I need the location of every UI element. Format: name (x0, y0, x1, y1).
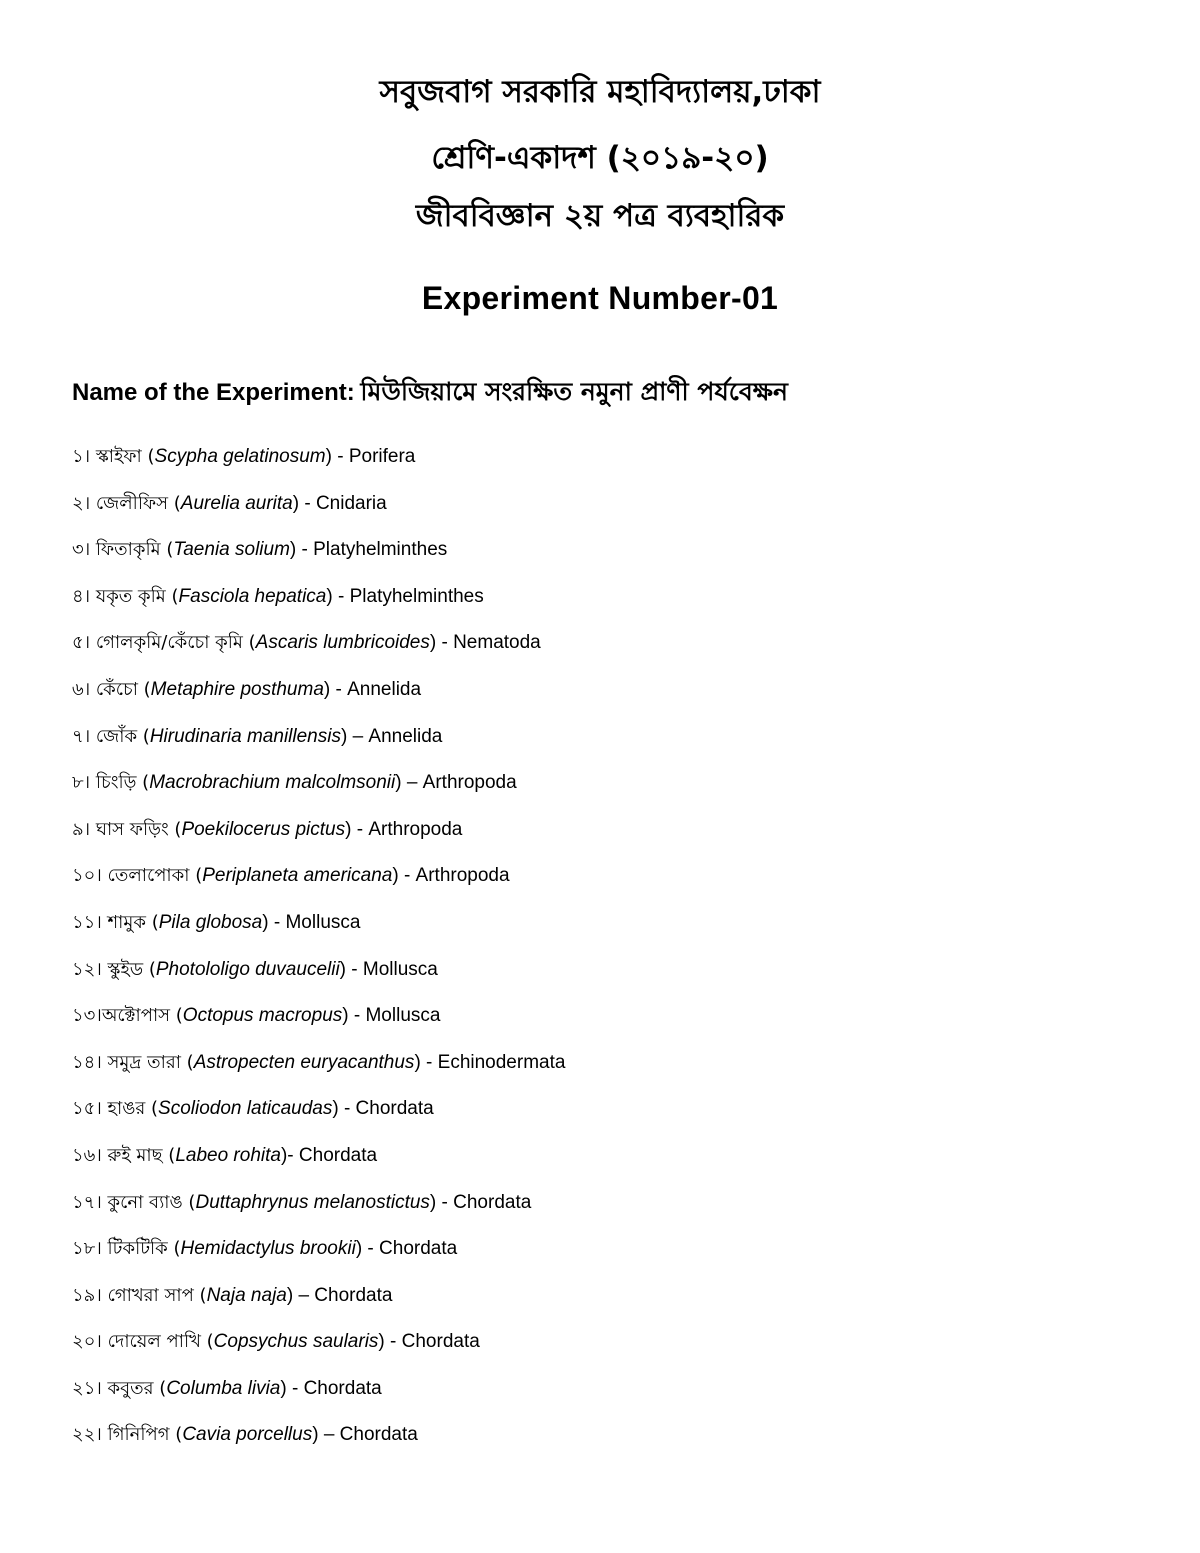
specimen-local-name: ১৯। গোখরা সাপ ( (72, 1284, 207, 1306)
specimen-item (72, 1048, 565, 1095)
specimen-scientific-name: Copsychus saularis (213, 1331, 379, 1353)
specimen-item (72, 1188, 565, 1235)
specimen-scientific-name: Pila globosa (158, 911, 263, 933)
specimen-scientific-name: Poekilocerus pictus (181, 818, 346, 840)
specimen-phylum: ) - Chordata (429, 1191, 532, 1213)
specimen-phylum: ) - Mollusca (262, 911, 361, 933)
specimen-phylum: ) - Echinodermata (414, 1051, 566, 1073)
specimen-item (72, 1141, 565, 1188)
specimen-local-name: ১৭। কুনো ব্যাঙ ( (72, 1191, 196, 1213)
specimen-phylum: ) - Mollusca (339, 958, 438, 980)
specimen-item (72, 1374, 565, 1421)
specimen-item (72, 1001, 565, 1048)
specimen-item (72, 1420, 565, 1467)
specimen-phylum: ) - Chordata (355, 1238, 458, 1260)
specimen-phylum: ) – Chordata (312, 1424, 418, 1446)
specimen-local-name: ৬। কেঁচো ( (72, 678, 151, 700)
specimen-item (72, 768, 565, 815)
specimen-scientific-name: Periplaneta americana (202, 865, 393, 887)
specimen-local-name: ২। জেলীফিস ( (72, 492, 181, 514)
specimen-item (72, 1327, 565, 1374)
specimen-list (72, 442, 565, 1467)
specimen-item (72, 582, 565, 629)
specimen-phylum: ) - Chordata (332, 1098, 434, 1120)
specimen-phylum: ) - Chordata (280, 1377, 382, 1399)
subject-title: জীববিজ্ঞান ২য় পত্র ব্যবহারিক (415, 198, 785, 234)
specimen-item (72, 861, 565, 908)
specimen-local-name: ১৬। রুই মাছ ( (72, 1144, 176, 1166)
specimen-scientific-name: Labeo rohita (175, 1144, 281, 1166)
specimen-phylum: ) - Annelida (323, 678, 422, 700)
experiment-name-label: Name of the Experiment: (72, 379, 355, 406)
specimen-item (72, 722, 565, 769)
specimen-scientific-name: Astropecten euryacanthus (193, 1051, 415, 1073)
specimen-local-name: ১১। শামুক ( (72, 911, 159, 933)
specimen-scientific-name: Photololigo duvaucelii (155, 958, 340, 980)
specimen-scientific-name: Hemidactylus brookii (180, 1238, 356, 1260)
specimen-scientific-name: Columba livia (166, 1377, 281, 1399)
specimen-scientific-name: Cavia porcellus (182, 1424, 313, 1446)
specimen-phylum: ) - Platyhelminthes (326, 585, 484, 607)
specimen-item (72, 815, 565, 862)
specimen-phylum: ) - Nematoda (429, 632, 541, 654)
specimen-local-name: ৪। যকৃত কৃমি ( (72, 585, 179, 607)
experiment-name-line (72, 372, 788, 415)
specimen-phylum: ) – Chordata (286, 1284, 393, 1306)
specimen-local-name: ৮। চিংড়ি ( (72, 772, 150, 794)
class-session-line: শ্রেণি-একাদশ (২০১৯-২০) (431, 140, 769, 176)
specimen-phylum: ) - Porifera (325, 446, 416, 467)
specimen-scientific-name: Fasciola hepatica (178, 585, 327, 607)
specimen-local-name: ২১। কবুতর ( (72, 1377, 167, 1399)
specimen-phylum: ) - Chordata (378, 1331, 480, 1353)
specimen-item (72, 442, 565, 489)
specimen-scientific-name: Metaphire posthuma (150, 678, 324, 700)
specimen-scientific-name: Duttaphrynus melanostictus (195, 1191, 430, 1213)
specimen-scientific-name: Hirudinaria manillensis (149, 725, 341, 747)
specimen-scientific-name: Ascaris lumbricoides (255, 632, 430, 654)
specimen-local-name: ৯। ঘাস ফড়িং ( (72, 818, 182, 840)
specimen-scientific-name: Aurelia aurita (180, 492, 293, 514)
specimen-item (72, 535, 565, 582)
specimen-local-name: ১৩।অক্টোপাস ( (72, 1005, 183, 1027)
specimen-local-name: ১২। স্কুইড ( (72, 958, 156, 980)
specimen-local-name: ২২। গিনিপিগ ( (72, 1424, 183, 1446)
specimen-scientific-name: Macrobrachium malcolmsonii (149, 772, 396, 794)
college-name: সবুজবাগ সরকারি মহাবিদ্যালয়,ঢাকা (379, 74, 821, 110)
experiment-name-value: মিউজিয়ামে সংরক্ষিত নমুনা প্রাণী পর্যবেক্ষন (360, 377, 788, 406)
specimen-phylum: ) - Arthropoda (345, 818, 463, 840)
specimen-phylum: ) – Annelida (340, 725, 443, 747)
specimen-scientific-name: Naja naja (206, 1284, 287, 1306)
specimen-scientific-name: Scoliodon laticaudas (158, 1098, 333, 1120)
specimen-phylum: ) - Mollusca (342, 1005, 441, 1027)
specimen-phylum: ) – Arthropoda (395, 772, 517, 794)
specimen-local-name: ১৮। টিকটিকি ( (72, 1238, 181, 1260)
experiment-number-title: Experiment Number-01 (421, 280, 779, 316)
specimen-local-name: ৭। জোঁক ( (72, 725, 150, 747)
specimen-item (72, 1281, 565, 1328)
specimen-item (72, 1234, 565, 1281)
specimen-local-name: ১৪। সমুদ্র তারা ( (72, 1051, 194, 1073)
specimen-local-name: ৩। ফিতাকৃমি ( (72, 539, 174, 561)
specimen-item (72, 489, 565, 536)
specimen-phylum: ) - Arthropoda (392, 865, 510, 887)
specimen-local-name: ১০। তেলাপোকা ( (72, 865, 203, 887)
specimen-item (72, 1094, 565, 1141)
specimen-local-name: ৫। গোলকৃমি/কেঁচো কৃমি ( (72, 632, 256, 654)
specimen-local-name: ১। স্কাইফা ( (72, 446, 155, 467)
specimen-item (72, 675, 565, 722)
specimen-scientific-name: Octopus macropus (182, 1005, 343, 1027)
specimen-scientific-name: Scypha gelatinosum (154, 446, 326, 467)
specimen-phylum: ) - Platyhelminthes (289, 539, 448, 561)
specimen-item (72, 628, 565, 675)
specimen-phylum: ) - Cnidaria (292, 492, 387, 514)
specimen-phylum: )- Chordata (280, 1144, 378, 1166)
specimen-item (72, 955, 565, 1002)
specimen-item (72, 908, 565, 955)
specimen-scientific-name: Taenia solium (173, 539, 290, 561)
specimen-local-name: ২০। দোয়েল পাখি ( (72, 1331, 214, 1353)
specimen-local-name: ১৫। হাঙর ( (72, 1098, 159, 1120)
